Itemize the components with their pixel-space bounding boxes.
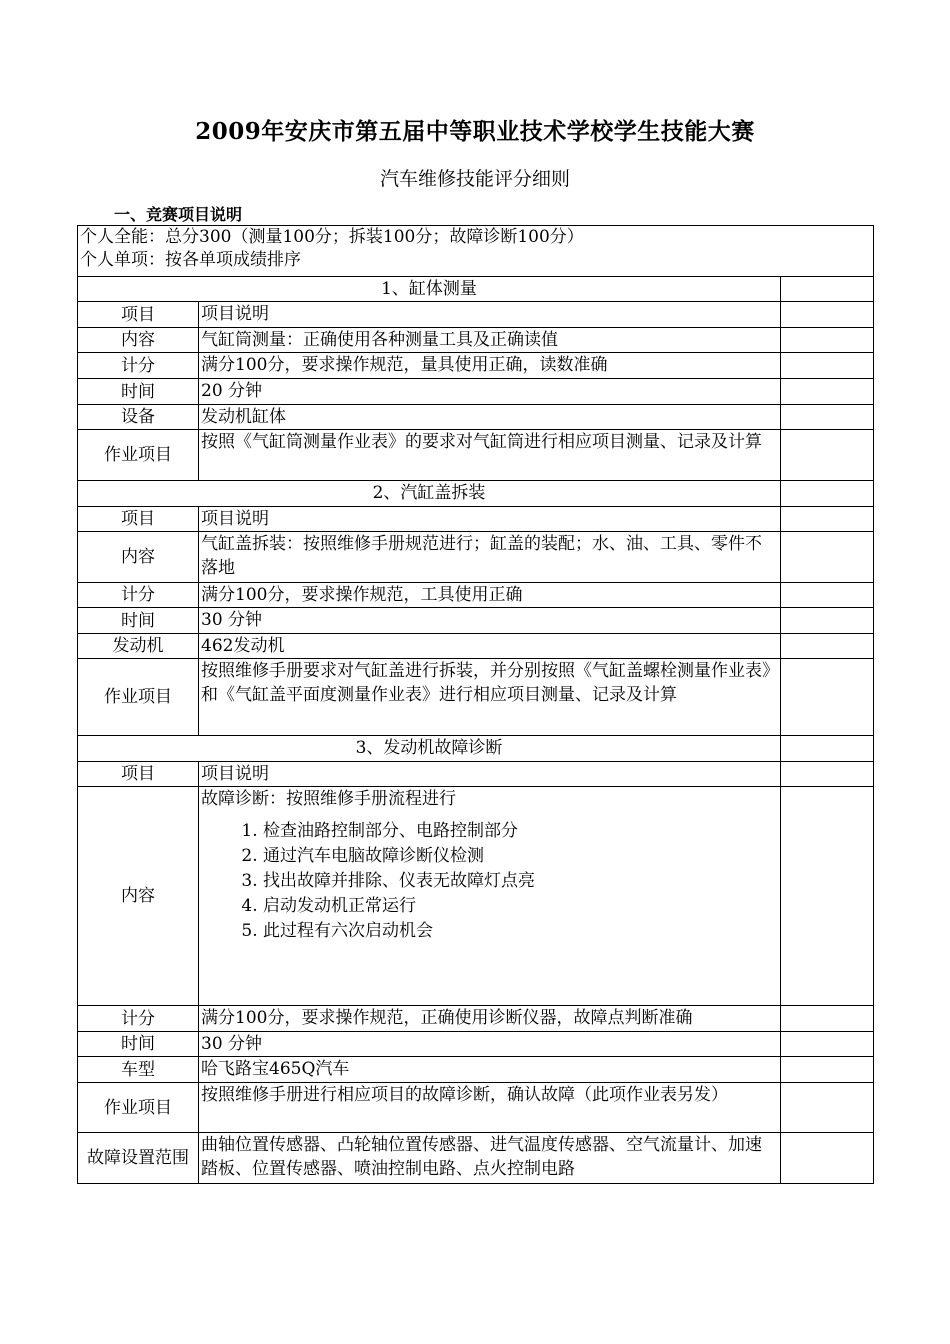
row-label: 发动机 (78, 634, 199, 659)
row-value: 满分100分，要求操作规范，量具使用正确，读数准确 (199, 353, 781, 379)
row-value: 30 分钟 (199, 608, 781, 634)
intro-cell (78, 226, 874, 277)
row-value: 曲轴位置传感器、凸轮轴位置传感器、进气温度传感器、空气流量计、加速踏板、位置传感器、喷油控制电路、点火控制电路 (199, 1133, 781, 1184)
section-header-cylinder-measurement: 1、缸体测量 (78, 277, 781, 302)
section-header-cylinder-head: 2、汽缸盖拆装 (78, 481, 781, 507)
row-label: 计分 (78, 1006, 199, 1032)
blank-cell (781, 608, 874, 634)
intro-line-single: 个人单项：按各单项成绩排序 (80, 250, 301, 270)
blank-cell (781, 762, 874, 787)
row-label: 内容 (78, 328, 199, 353)
blank-cell (781, 532, 874, 583)
blank-cell (781, 787, 874, 1006)
blank-cell (781, 1032, 874, 1057)
row-label: 车型 (78, 1057, 199, 1083)
row-value: 20 分钟 (199, 379, 781, 405)
row-label: 时间 (78, 608, 199, 634)
blank-cell (781, 277, 874, 302)
blank-cell (781, 481, 874, 507)
blank-cell (781, 379, 874, 405)
blank-cell (781, 1083, 874, 1133)
intro-line-total: 个人全能：总分300（测量100分；拆装100分；故障诊断100分） (80, 227, 584, 247)
row-value: 气缸盖拆装：按照维修手册规范进行；缸盖的装配；水、油、工具、零件不落地 (199, 532, 781, 583)
list-item: 1. 检查油路控制部分、电路控制部分 (263, 819, 778, 844)
row-label: 计分 (78, 583, 199, 608)
diagnosis-steps (201, 819, 778, 944)
blank-cell (781, 1057, 874, 1083)
blank-cell (781, 1006, 874, 1032)
blank-cell (781, 736, 874, 762)
row-label: 时间 (78, 379, 199, 405)
competition-table (77, 225, 874, 1184)
section-header-fault-diagnosis: 3、发动机故障诊断 (78, 736, 781, 762)
blank-cell (781, 405, 874, 430)
diagnosis-intro: 故障诊断：按照维修手册流程进行 (201, 789, 456, 809)
blank-cell (781, 328, 874, 353)
row-value: 哈飞路宝465Q汽车 (199, 1057, 781, 1083)
blank-cell (781, 659, 874, 736)
row-label: 项目 (78, 302, 199, 328)
row-label: 内容 (78, 787, 199, 1006)
row-value: 气缸筒测量：正确使用各种测量工具及正确读值 (199, 328, 781, 353)
row-label: 设备 (78, 405, 199, 430)
row-value: 项目说明 (199, 507, 781, 532)
row-label: 作业项目 (78, 659, 199, 736)
row-value: 按照《气缸筒测量作业表》的要求对气缸筒进行相应项目测量、记录及计算 (199, 430, 781, 481)
list-item: 3. 找出故障并排除、仪表无故障灯点亮 (263, 869, 778, 894)
blank-cell (781, 507, 874, 532)
row-value: 30 分钟 (199, 1032, 781, 1057)
blank-cell (781, 583, 874, 608)
blank-cell (781, 430, 874, 481)
row-value: 项目说明 (199, 762, 781, 787)
row-label: 项目 (78, 507, 199, 532)
row-value: 项目说明 (199, 302, 781, 328)
blank-cell (781, 353, 874, 379)
blank-cell (781, 302, 874, 328)
document-title: 2009年安庆市第五届中等职业技术学校学生技能大赛 (195, 118, 755, 145)
blank-cell (781, 1133, 874, 1184)
row-value: 满分100分，要求操作规范，工具使用正确 (199, 583, 781, 608)
row-label: 故障设置范围 (78, 1133, 199, 1184)
row-value: 按照维修手册进行相应项目的故障诊断，确认故障（此项作业表另发） (199, 1083, 781, 1133)
row-label: 内容 (78, 532, 199, 583)
row-label: 作业项目 (78, 1083, 199, 1133)
row-value: 462发动机 (199, 634, 781, 659)
list-item: 5. 此过程有六次启动机会 (263, 919, 778, 944)
list-item: 2. 通过汽车电脑故障诊断仪检测 (263, 844, 778, 869)
row-value (199, 787, 781, 1006)
row-label: 时间 (78, 1032, 199, 1057)
document-subtitle: 汽车维修技能评分细则 (379, 168, 570, 190)
blank-cell (781, 634, 874, 659)
row-value: 满分100分，要求操作规范，正确使用诊断仪器，故障点判断准确 (199, 1006, 781, 1032)
row-label: 计分 (78, 353, 199, 379)
list-item: 4. 启动发动机正常运行 (263, 894, 778, 919)
row-value: 按照维修手册要求对气缸盖进行拆装，并分别按照《气缸盖螺栓测量作业表》和《气缸盖平面度测量作业表》进行相应项目测量、记录及计算 (199, 659, 781, 736)
row-label: 项目 (78, 762, 199, 787)
row-value: 发动机缸体 (199, 405, 781, 430)
row-label: 作业项目 (78, 430, 199, 481)
section-heading: 一、竞赛项目说明 (114, 205, 243, 224)
